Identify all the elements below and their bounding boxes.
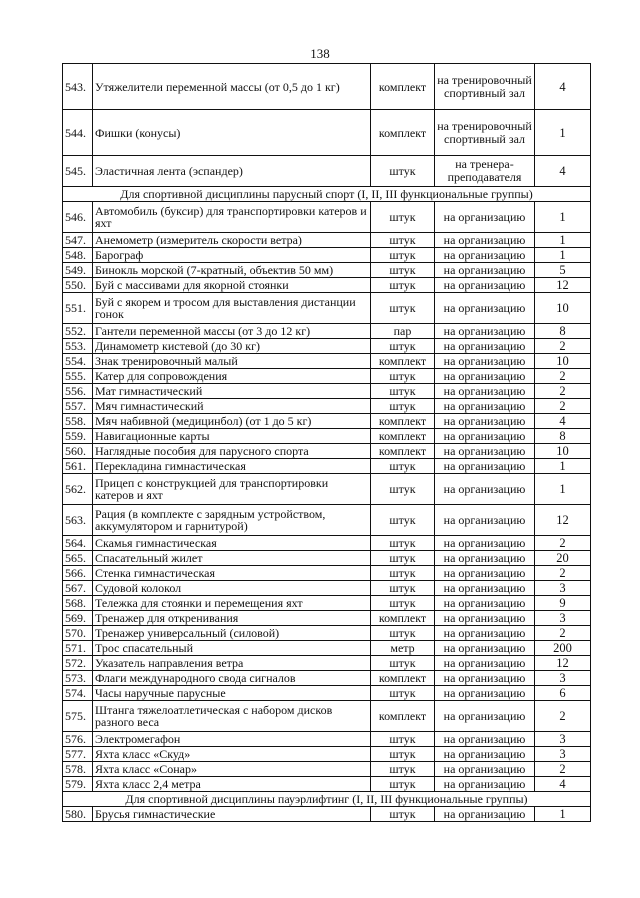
item-name: Электромегафон <box>93 732 371 747</box>
item-allocation: на организацию <box>435 248 535 263</box>
row-number: 571. <box>63 641 93 656</box>
table-row <box>63 656 591 671</box>
page-number: 138 <box>310 46 330 61</box>
item-allocation: на организацию <box>435 656 535 671</box>
item-unit: штук <box>371 369 435 384</box>
row-number: 579. <box>63 777 93 792</box>
item-name: Часы наручные парусные <box>93 686 371 701</box>
item-quantity: 10 <box>535 293 591 324</box>
item-allocation: на организацию <box>435 293 535 324</box>
item-allocation: на организацию <box>435 369 535 384</box>
row-number: 545. <box>63 156 93 187</box>
item-unit: штук <box>371 656 435 671</box>
item-allocation: на организацию <box>435 732 535 747</box>
item-unit: пар <box>371 324 435 339</box>
item-unit: штук <box>371 732 435 747</box>
row-number: 565. <box>63 551 93 566</box>
item-name: Буй с массивами для якорной стоянки <box>93 278 371 293</box>
section-header-row <box>63 187 591 202</box>
item-allocation: на организацию <box>435 777 535 792</box>
row-number: 550. <box>63 278 93 293</box>
table-row <box>63 686 591 701</box>
item-unit: штук <box>371 566 435 581</box>
item-unit: штук <box>371 581 435 596</box>
item-quantity: 1 <box>535 474 591 505</box>
item-allocation: на организацию <box>435 459 535 474</box>
table-row <box>63 596 591 611</box>
table-row <box>63 701 591 732</box>
item-name: Анемометр (измеритель скорости ветра) <box>93 233 371 248</box>
item-name: Буй с якорем и тросом для выставления дистанции гонок <box>93 293 371 324</box>
item-quantity: 1 <box>535 807 591 822</box>
item-quantity: 3 <box>535 611 591 626</box>
item-allocation: на организацию <box>435 278 535 293</box>
table-row <box>63 611 591 626</box>
item-unit: штук <box>371 626 435 641</box>
row-number: 570. <box>63 626 93 641</box>
item-allocation: на организацию <box>435 807 535 822</box>
item-name: Мяч гимнастический <box>93 399 371 414</box>
item-unit: штук <box>371 399 435 414</box>
item-name: Яхта класс «Скуд» <box>93 747 371 762</box>
table-row <box>63 536 591 551</box>
table-row <box>63 384 591 399</box>
item-allocation: на тренировочный спортивный зал <box>435 110 535 156</box>
item-quantity: 3 <box>535 732 591 747</box>
item-name: Фишки (конусы) <box>93 110 371 156</box>
table-row <box>63 474 591 505</box>
item-quantity: 4 <box>535 64 591 110</box>
row-number: 551. <box>63 293 93 324</box>
table-row <box>63 777 591 792</box>
row-number: 576. <box>63 732 93 747</box>
item-quantity: 1 <box>535 233 591 248</box>
row-number: 558. <box>63 414 93 429</box>
table-row <box>63 641 591 656</box>
item-allocation: на организацию <box>435 762 535 777</box>
item-allocation: на организацию <box>435 324 535 339</box>
row-number: 559. <box>63 429 93 444</box>
row-number: 577. <box>63 747 93 762</box>
row-number: 568. <box>63 596 93 611</box>
item-unit: штук <box>371 536 435 551</box>
item-unit: комплект <box>371 671 435 686</box>
item-quantity: 4 <box>535 156 591 187</box>
item-name: Трос спасательный <box>93 641 371 656</box>
item-unit: штук <box>371 474 435 505</box>
table-row <box>63 233 591 248</box>
item-quantity: 2 <box>535 536 591 551</box>
item-unit: комплект <box>371 414 435 429</box>
table-row <box>63 505 591 536</box>
item-unit: штук <box>371 278 435 293</box>
item-quantity: 8 <box>535 324 591 339</box>
item-name: Тележка для стоянки и перемещения яхт <box>93 596 371 611</box>
row-number: 566. <box>63 566 93 581</box>
item-allocation: на организацию <box>435 701 535 732</box>
item-quantity: 3 <box>535 581 591 596</box>
table-row <box>63 263 591 278</box>
item-quantity: 8 <box>535 429 591 444</box>
row-number: 543. <box>63 64 93 110</box>
item-unit: метр <box>371 641 435 656</box>
row-number: 560. <box>63 444 93 459</box>
item-unit: штук <box>371 459 435 474</box>
table-row <box>63 732 591 747</box>
row-number: 552. <box>63 324 93 339</box>
row-number: 547. <box>63 233 93 248</box>
item-unit: штук <box>371 807 435 822</box>
item-name: Гантели переменной массы (от 3 до 12 кг) <box>93 324 371 339</box>
item-quantity: 2 <box>535 626 591 641</box>
table-row <box>63 110 591 156</box>
row-number: 574. <box>63 686 93 701</box>
item-allocation: на организацию <box>435 536 535 551</box>
item-quantity: 4 <box>535 414 591 429</box>
item-allocation: на организацию <box>435 566 535 581</box>
item-allocation: на организацию <box>435 551 535 566</box>
item-name: Прицеп с конструкцией для транспортировки катеров и яхт <box>93 474 371 505</box>
table-row <box>63 444 591 459</box>
item-name: Эластичная лента (эспандер) <box>93 156 371 187</box>
item-name: Флаги международного свода сигналов <box>93 671 371 686</box>
item-name: Яхта класс 2,4 метра <box>93 777 371 792</box>
row-number: 580. <box>63 807 93 822</box>
item-quantity: 2 <box>535 399 591 414</box>
table-row <box>63 429 591 444</box>
item-unit: штук <box>371 505 435 536</box>
item-allocation: на организацию <box>435 399 535 414</box>
table-row <box>63 278 591 293</box>
item-unit: штук <box>371 777 435 792</box>
item-name: Брусья гимнастические <box>93 807 371 822</box>
item-name: Наглядные пособия для парусного спорта <box>93 444 371 459</box>
item-allocation: на организацию <box>435 263 535 278</box>
item-unit: штук <box>371 747 435 762</box>
table-row <box>63 671 591 686</box>
item-quantity: 12 <box>535 278 591 293</box>
table-row <box>63 202 591 233</box>
table-row <box>63 248 591 263</box>
row-number: 549. <box>63 263 93 278</box>
item-name: Барограф <box>93 248 371 263</box>
item-name: Бинокль морской (7-кратный, объектив 50 мм) <box>93 263 371 278</box>
item-name: Спасательный жилет <box>93 551 371 566</box>
item-name: Тренажер для откренивания <box>93 611 371 626</box>
item-quantity: 12 <box>535 656 591 671</box>
item-quantity: 5 <box>535 263 591 278</box>
item-allocation: на организацию <box>435 384 535 399</box>
table-row <box>63 293 591 324</box>
item-unit: штук <box>371 156 435 187</box>
item-name: Катер для сопровождения <box>93 369 371 384</box>
row-number: 557. <box>63 399 93 414</box>
item-allocation: на организацию <box>435 747 535 762</box>
table-row <box>63 324 591 339</box>
item-name: Тренажер универсальный (силовой) <box>93 626 371 641</box>
item-allocation: на организацию <box>435 671 535 686</box>
item-quantity: 12 <box>535 505 591 536</box>
item-unit: штук <box>371 202 435 233</box>
section-title: Для спортивной дисциплины парусный спорт (I, II, III функциональные группы) <box>63 187 591 202</box>
table-row <box>63 762 591 777</box>
item-unit: штук <box>371 686 435 701</box>
row-number: 567. <box>63 581 93 596</box>
row-number: 548. <box>63 248 93 263</box>
item-allocation: на организацию <box>435 581 535 596</box>
item-quantity: 1 <box>535 459 591 474</box>
item-unit: штук <box>371 263 435 278</box>
item-allocation: на организацию <box>435 611 535 626</box>
item-quantity: 20 <box>535 551 591 566</box>
table-row <box>63 64 591 110</box>
item-unit: комплект <box>371 64 435 110</box>
item-unit: штук <box>371 233 435 248</box>
table-row <box>63 551 591 566</box>
item-quantity: 3 <box>535 671 591 686</box>
item-unit: комплект <box>371 429 435 444</box>
table-row <box>63 459 591 474</box>
row-number: 554. <box>63 354 93 369</box>
item-quantity: 4 <box>535 777 591 792</box>
row-number: 556. <box>63 384 93 399</box>
item-name: Динамометр кистевой (до 30 кг) <box>93 339 371 354</box>
item-quantity: 2 <box>535 762 591 777</box>
item-quantity: 10 <box>535 444 591 459</box>
table-row <box>63 414 591 429</box>
item-quantity: 6 <box>535 686 591 701</box>
item-name: Мяч набивной (медицинбол) (от 1 до 5 кг) <box>93 414 371 429</box>
row-number: 546. <box>63 202 93 233</box>
item-unit: комплект <box>371 110 435 156</box>
item-unit: штук <box>371 596 435 611</box>
section-title: Для спортивной дисциплины пауэрлифтинг (I, II, III функциональные группы) <box>63 792 591 807</box>
item-name: Мат гимнастический <box>93 384 371 399</box>
table-row <box>63 581 591 596</box>
item-quantity: 10 <box>535 354 591 369</box>
item-quantity: 2 <box>535 384 591 399</box>
item-allocation: на организацию <box>435 233 535 248</box>
item-unit: комплект <box>371 701 435 732</box>
item-quantity: 2 <box>535 701 591 732</box>
row-number: 561. <box>63 459 93 474</box>
item-name: Штанга тяжелоатлетическая с набором дисков разного веса <box>93 701 371 732</box>
item-quantity: 9 <box>535 596 591 611</box>
table-row <box>63 369 591 384</box>
item-quantity: 2 <box>535 339 591 354</box>
item-name: Указатель направления ветра <box>93 656 371 671</box>
item-unit: штук <box>371 293 435 324</box>
item-name: Рация (в комплекте с зарядным устройством, аккумулятором и гарнитурой) <box>93 505 371 536</box>
equipment-table-body <box>63 64 591 822</box>
item-unit: штук <box>371 762 435 777</box>
item-unit: штук <box>371 384 435 399</box>
item-quantity: 2 <box>535 369 591 384</box>
item-unit: комплект <box>371 611 435 626</box>
item-allocation: на организацию <box>435 474 535 505</box>
item-allocation: на тренировочный спортивный зал <box>435 64 535 110</box>
table-row <box>63 156 591 187</box>
item-allocation: на организацию <box>435 505 535 536</box>
item-quantity: 1 <box>535 202 591 233</box>
row-number: 569. <box>63 611 93 626</box>
item-quantity: 200 <box>535 641 591 656</box>
item-name: Перекладина гимнастическая <box>93 459 371 474</box>
item-name: Автомобиль (буксир) для транспортировки катеров и яхт <box>93 202 371 233</box>
item-unit: комплект <box>371 444 435 459</box>
item-allocation: на организацию <box>435 414 535 429</box>
item-allocation: на организацию <box>435 596 535 611</box>
row-number: 553. <box>63 339 93 354</box>
item-allocation: на организацию <box>435 686 535 701</box>
table-row <box>63 354 591 369</box>
item-allocation: на организацию <box>435 202 535 233</box>
item-allocation: на тренера-преподавателя <box>435 156 535 187</box>
row-number: 544. <box>63 110 93 156</box>
item-allocation: на организацию <box>435 626 535 641</box>
item-unit: штук <box>371 551 435 566</box>
row-number: 555. <box>63 369 93 384</box>
row-number: 564. <box>63 536 93 551</box>
table-row <box>63 747 591 762</box>
row-number: 573. <box>63 671 93 686</box>
table-row <box>63 566 591 581</box>
item-name: Утяжелители переменной массы (от 0,5 до 1 кг) <box>93 64 371 110</box>
item-quantity: 2 <box>535 566 591 581</box>
item-unit: комплект <box>371 354 435 369</box>
row-number: 578. <box>63 762 93 777</box>
item-quantity: 3 <box>535 747 591 762</box>
table-row <box>63 807 591 822</box>
item-quantity: 1 <box>535 110 591 156</box>
row-number: 563. <box>63 505 93 536</box>
equipment-table <box>62 63 591 822</box>
item-allocation: на организацию <box>435 354 535 369</box>
item-name: Скамья гимнастическая <box>93 536 371 551</box>
item-unit: штук <box>371 248 435 263</box>
table-row <box>63 399 591 414</box>
item-name: Навигационные карты <box>93 429 371 444</box>
item-quantity: 1 <box>535 248 591 263</box>
table-row <box>63 339 591 354</box>
item-allocation: на организацию <box>435 429 535 444</box>
item-unit: штук <box>371 339 435 354</box>
section-header-row <box>63 792 591 807</box>
item-allocation: на организацию <box>435 641 535 656</box>
item-name: Стенка гимнастическая <box>93 566 371 581</box>
item-allocation: на организацию <box>435 339 535 354</box>
table-row <box>63 626 591 641</box>
row-number: 562. <box>63 474 93 505</box>
item-name: Судовой колокол <box>93 581 371 596</box>
item-name: Яхта класс «Сонар» <box>93 762 371 777</box>
item-name: Знак тренировочный малый <box>93 354 371 369</box>
row-number: 575. <box>63 701 93 732</box>
row-number: 572. <box>63 656 93 671</box>
item-allocation: на организацию <box>435 444 535 459</box>
